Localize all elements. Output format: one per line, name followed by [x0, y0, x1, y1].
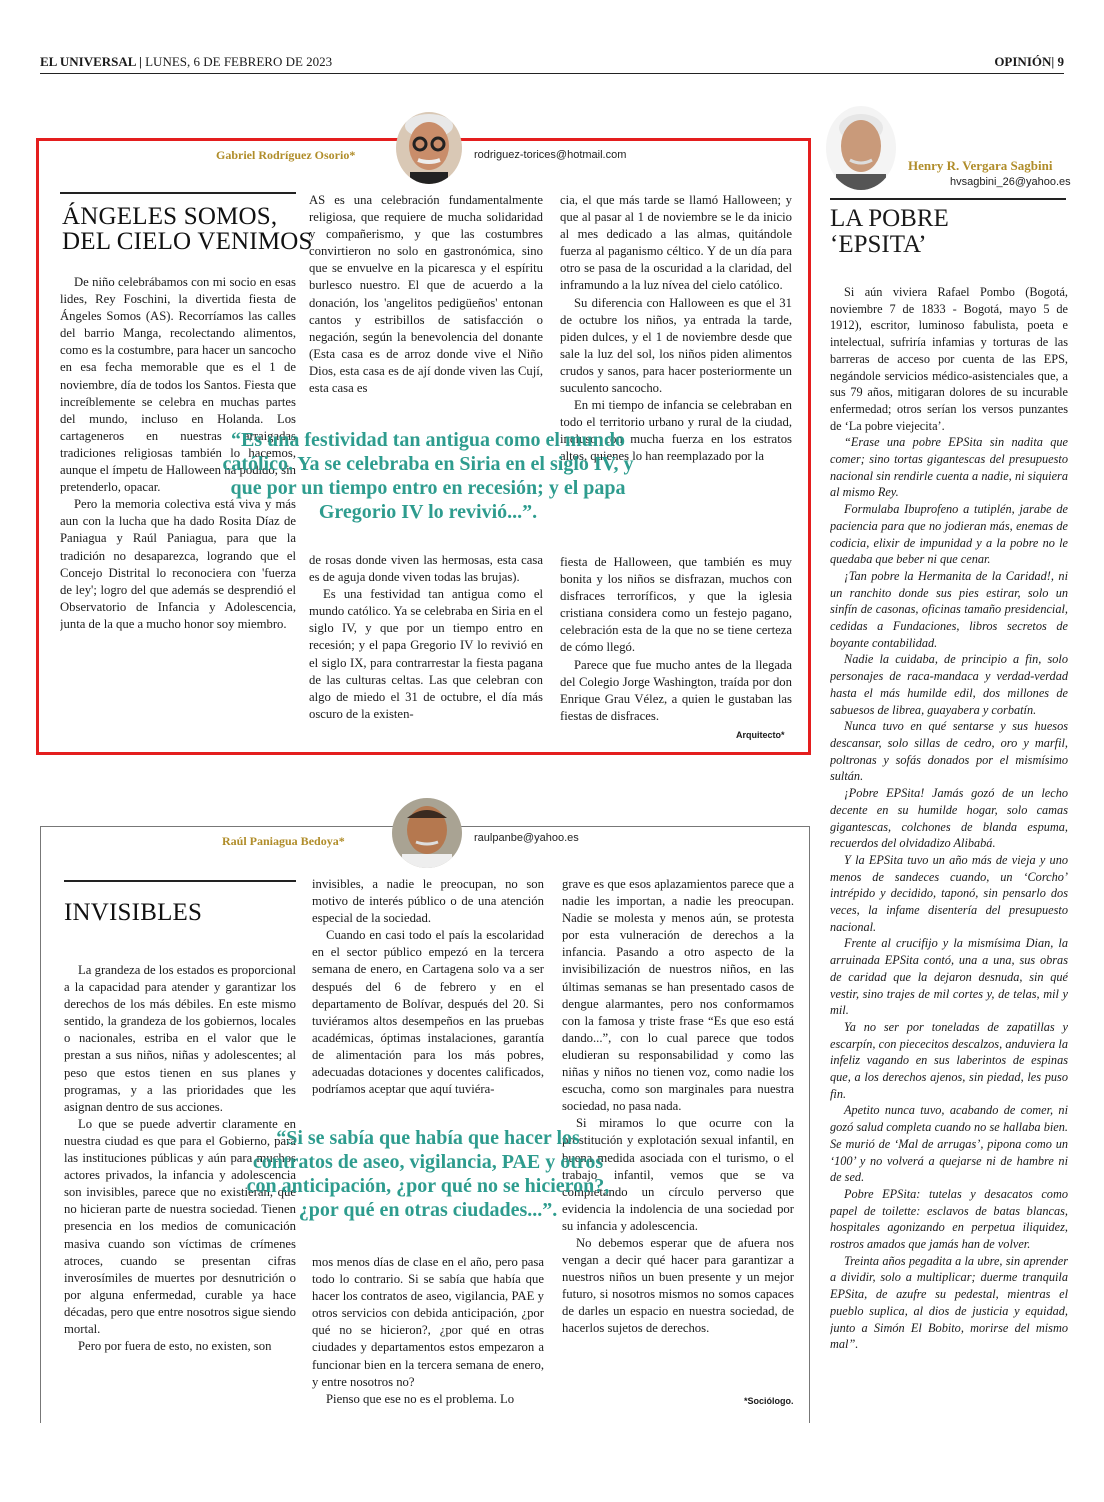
verse: Apetito nunca tuvo, acabando de comer, ni gozó salud completa cuando no se hallaba bien. Se murió de ‘Mal de arrugas’, pipona como un ‘100’ y no volverá a quejarse ni de hambre ni de sed.	[830, 1103, 1068, 1185]
title-line-1: ÁNGELES SOMOS,	[62, 203, 278, 230]
paragraph: La grandeza de los estados es proporcional a la capacidad para atender y garantizar los derechos de los más débiles. En este mismo sentido, la grandeza de los gobiernos, locales o nacionales, estriba en el valor que le prestan a sus niños, niñas y adolescentes; al peso que estos tienen en sus planes y programas, y a las prioridades que les asignan dentro de sus acciones.	[64, 963, 296, 1114]
title-line-2: ‘EPSITA’	[830, 231, 927, 258]
author-photo	[396, 112, 462, 184]
paragraph: En mi tiempo de infancia se celebraban en todo el territorio urbano y rural de la ciudad, incluso con mucha fuerza en los estratos altos, quienes lo han reemplazado por la	[560, 398, 792, 464]
section-name: OPINIÓN	[994, 54, 1052, 69]
article-column-2-bottom	[309, 552, 543, 740]
author-email: raulpanbe@yahoo.es	[474, 832, 579, 844]
newspaper-name: EL UNIVERSAL	[40, 54, 136, 69]
title-line-2: DEL CIELO VENIMOS	[62, 228, 313, 255]
verse: Nadie la cuidaba, de principio a fin, solo personajes de raca-mandaca y verdad-verdad hasta el más humilde edil, dos millones de sabuesos de librea, guayabera y corbatín.	[830, 652, 1068, 717]
paragraph: De niño celebrábamos con mi socio en esas lides, Rey Foschini, la divertida fiesta de Ángeles Somos (AS). Recorríamos las calles del barrio Manga, recolectando alimentos, como es la costumbre, para hacer un sancocho en esa fecha memorable que es el 1 de noviembre, día de todos los Santos. Fiesta que increíblemente se celebra en muchas partes del mundo, incluso en Holanda. Los cartageneros en nuestras arraigadas tradiciones religiosas también lo hacemos, aunque el ímpetu de Halloween ha podido, sin pretenderlo, opacar.	[60, 275, 296, 495]
author-name: Raúl Paniagua Bedoya*	[222, 834, 345, 848]
paragraph: Su diferencia con Halloween es que el 31 de octubre los niños, ya entrada la tarde, piden dulces, y el 1 de noviembre desde que sale la luz del sol, los niños piden alimentos crudos y sanos, para hacer posteriormente un suculento sancocho.	[560, 295, 792, 396]
article-column-3-bottom	[560, 554, 792, 726]
paragraph: Parece que fue mucho antes de la llegada del Colegio Jorge Washington, traída por don Enrique Grau Vélez, a quien le gustaban las fiestas de disfraces.	[560, 657, 792, 723]
issue-date: LUNES, 6 DE FEBRERO DE 2023	[145, 54, 333, 69]
author-signature: *Sociólogo.	[744, 1396, 794, 1406]
paragraph: invisibles, a nadie le preocupan, no son motivo de interés público o de una atención especial de la sociedad.	[312, 877, 544, 926]
page-number: 9	[1057, 54, 1064, 69]
title-rule	[64, 880, 296, 882]
article-column-2-top	[309, 192, 543, 432]
paragraph: Si miramos lo que ocurre con la prostitución y explotación sexual infantil, en buena medida asociada con el turismo, o el trabajo infantil, vemos que se va completando un círculo perverso que evidencia la indolencia de una sociedad por su infancia y adolescencia.	[562, 1116, 794, 1233]
author-signature: Arquitecto*	[736, 730, 785, 740]
page-header	[40, 52, 1064, 74]
paragraph: Cuando en casi todo el país la escolaridad en el sector público empezó en la tercera semana de enero, en Cartagena solo va a ser después del 6 de febrero y en el departamento de Bolívar, después del 20. Si tuviéramos altos desempeños en las pruebas académicas, óptimas instalaciones, garantía de alimentación para los más pobres, adecuadas dotaciones y docentes calificados, podríamos aceptar que aquí tuviéra-	[312, 928, 544, 1097]
verse: Nunca tuvo en qué sentarse y sus huesos descansar, solo sillas de cedro, oro y marfil, poltronas y sofás donados por el mismísimo sultán.	[830, 719, 1068, 784]
verse: Y la EPSita tuvo un año más de vieja y uno menos de sandeces cuando, un ‘Corcho’ intrépido y decidido, taponó, sin pensarlo dos veces, la infame disentería del presupuesto nacional.	[830, 852, 1068, 934]
pull-quote: “Es una festividad tan antigua como el mundo católico. Ya se celebraba en Siria en el siglo IV, y que por un tiempo entro en recesión; y el papa Gregorio IV lo revivió...”.	[222, 429, 634, 523]
author-photo	[392, 798, 462, 868]
paragraph: fiesta de Halloween, que también es muy bonita y los niños se disfrazan, muchos con disfraces terroríficos, y que la iglesia cristiana considera como un festejo pagano, celebración esta de la que no se tiene certeza de cómo llegó.	[560, 555, 792, 655]
verse: Treinta años pegadita a la ubre, sin aprender a dividir, solo a multiplicar; duerme tranquila EPSita, de azufre su pedestal, mientras el pueblo suplica, al dios de justicia y equidad, junto a Simón El Bobito, morirse del mismo mal”.	[830, 1253, 1068, 1352]
paragraph: Pero la memoria colectiva está viva y más aun con la lucha que ha dado Rosita Díaz de Paniagua y Raúl Paniagua, para que la tradición no desaparezca, logrando que el Concejo Distrital lo reconociera con 'fuerza de ley'; logro del que además se desprendió el Observatorio de Infancia y Adolescencia, junta de la que a mucho honor soy miembro.	[60, 497, 296, 631]
paragraph: Pienso que ese no es el problema. Lo	[326, 1391, 515, 1406]
paragraph: Lo que se puede advertir claramente en nuestra ciudad es que para el Gobierno, para las instituciones públicas y aún para muchos actores privados, la infancia y adolescencia son invisibles, parece que no existieran, que no hicieran parte de nuestra sociedad. Tienen presencia en los medios de comunicación masiva cuando son víctimas de crímenes atroces, cuando se presentan cifras inverosímiles de muertes por desnutrición o por alguna enfermedad, curable ya hace décadas, pero que entre nosotros sigue siendo mortal.	[64, 1116, 296, 1336]
verse: ¡Tan pobre la Hermanita de la Caridad!, ni un ranchito donde sus pies estirar, solo un sinfín de casonas, oficinas tamaño presidencial, cedidas a Fundaciones, libros secretos de boyante contabilidad.	[830, 568, 1068, 650]
title-rule	[830, 198, 1066, 200]
article-column-2-top	[312, 876, 544, 1122]
author-email: hvsagbini_26@yahoo.es	[950, 176, 1071, 188]
paragraph: mos menos días de clase en el año, pero pasa todo lo contrario. Si se sabía que había que hacer los contratos de aseo, vigilancia, PAE y otros servicios con debida anticipación, ¿por qué no se hicieron?, ¿por qué en otras ciudades y departamentos estos empezaron a funcionar bien en la tercera semana de enero, y entre nosotros no?	[312, 1255, 544, 1389]
title-line-1: LA POBRE	[830, 205, 949, 232]
paragraph: grave es que esos aplazamientos parece que a nadie les importan, a nadie les preocupan. Nadie se molesta y menos aún, se protesta por esta vulneración de derechos a la infancia. Pasando a otro aspecto de la invisibilización de nuestros niños, en las últimas semanas se han presentado casos de dengue alarmantes, pero nos conformamos con la famosa y triste frase “Es que eso está dando...”, con lo cual parece que todos eludieran su responsabilidad y como las niñas y niños no tienen voz, como nadie los escucha, como son marginales para nuestra sociedad, no pasa nada.	[562, 877, 794, 1114]
header-left: EL UNIVERSAL | LUNES, 6 DE FEBRERO DE 2023	[40, 54, 333, 69]
paragraph: de rosas donde viven las hermosas, esta casa es de aguja donde viven todas las brujas).	[309, 553, 543, 585]
paragraph: Pero por fuera de esto, no existen, son	[78, 1339, 272, 1354]
paragraph: Es una festividad tan antigua como el mundo católico. Ya se celebraba en Siria en el siglo IV, y que por un tiempo entro en recesión; y el papa Gregorio IV lo revivió en el siglo IX, para contrarrestar la fiesta pagana de las culturas celtas. Las que celebran con algo de miedo el 31 de octubre, el día más oscuro de la existen-	[309, 587, 543, 721]
article-column-sidebar	[830, 284, 1068, 1440]
title-rule	[60, 192, 296, 194]
article-title: INVISIBLES	[64, 899, 203, 926]
verse: “Erase una pobre EPSita sin nadita que comer; sino tortas gigantescas del presupuesto nacional sin rendirle cuenta a nadie, ni siquiera al mismo Rey.	[830, 435, 1068, 500]
article-column-2-bottom	[312, 1254, 544, 1412]
paragraph: No debemos esperar que de afuera nos vengan a decir qué hacer para garantizar a nuestros niños un buen presente y un mejor futuro, si nosotros mismos no somos capaces de darles un espacio en nuestra sociedad, de hacerlos sujetos de derechos.	[562, 1235, 794, 1336]
header-right: OPINIÓN| 9	[994, 54, 1064, 69]
author-email: rodriguez-torices@hotmail.com	[474, 149, 627, 161]
article-title	[830, 206, 1070, 258]
verse: Ya no ser por toneladas de zapatillas y escarpín, con piececitos descalzos, anduviera la infeliz vagando en sus laberintos de espinas que, a los derechos ajenos, sin piedad, les puso fin.	[830, 1019, 1068, 1101]
paragraph: Si aún viviera Rafael Pombo (Bogotá, noviembre 7 de 1833 - Bogotá, mayo 5 de 1912), escritor, luminoso fabulista, poeta e intelectual, sufriría infamias y torturas de las barreras de acceso por cuenta de las EPS, negándole servicios médico-asistenciales que, a sus 79 años, mitigaran dolores de su incurable enfermedad; otros serían los versos punzantes de ‘La pobre viejecita’.	[830, 285, 1068, 433]
verse: Frente al crucifijo y la mismísima Dian, la arruinada EPSita contó, una a una, sus obras de caridad que la dejaron desnuda, sin qué vestir, sino trajes de mil cortes y, de telas, mil y mil.	[830, 936, 1068, 1018]
paragraph: AS es una celebración fundamentalmente religiosa, que requiere de mucha solidaridad y compañerismo, y que las costumbres convirtieron no solo en gastronómica, sino que se envuelve en la picaresca y el espíritu burlesco nuestro. El que de acuerdo a la donación, los 'angelitos pedigüeños' entonan cantos y estribillos de satisfacción o negación, según la benevolencia del donante (Esta casa es de arroz donde vive el Niño Dios, esta casa es de ají donde viven las Cují, esta casa es	[309, 193, 543, 396]
verse: Formulaba Ibuprofeno a tutiplén, jarabe de paciencia para que no jodieran más, enemas de codicia, elixir de impunidad y a la pobre no le quedaba que beber ni que cenar.	[830, 502, 1068, 567]
author-name: Gabriel Rodríguez Osorio*	[216, 148, 356, 162]
verse: ¡Pobre EPSita! Jamás gozó de un lecho decente en su humilde hogar, solo camas gigantescas, colchones de blanda espuma, recuerdos del olvidadizo Alibabá.	[830, 786, 1068, 851]
paragraph: cia, el que más tarde se llamó Halloween; y que al pasar al 1 de noviembre se le da inicio al mes dedicado a las almas, quitándole fuerza al paganismo céltico. Y de un día para otro se pasa de la oscuridad a la claridad, del inframundo a la luz nívea del cielo católico.	[560, 193, 792, 293]
article-title	[62, 204, 313, 254]
author-name: Henry R. Vergara Sagbini	[908, 158, 1053, 173]
pull-quote: “Si se sabía que había que hacer los contratos de aseo, vigilancia, PAE y otros con anticipación, ¿por qué no se hicieron?, ¿por qué en otras ciudades...”.	[246, 1127, 610, 1221]
verse: Pobre EPSita: tutelas y desacatos como papel de toilette: esclavos de batas blancas, hospitales agonizando en perpetua iliquidez, rostros amados que jamás han de volver.	[830, 1186, 1068, 1252]
author-photo	[826, 106, 896, 190]
